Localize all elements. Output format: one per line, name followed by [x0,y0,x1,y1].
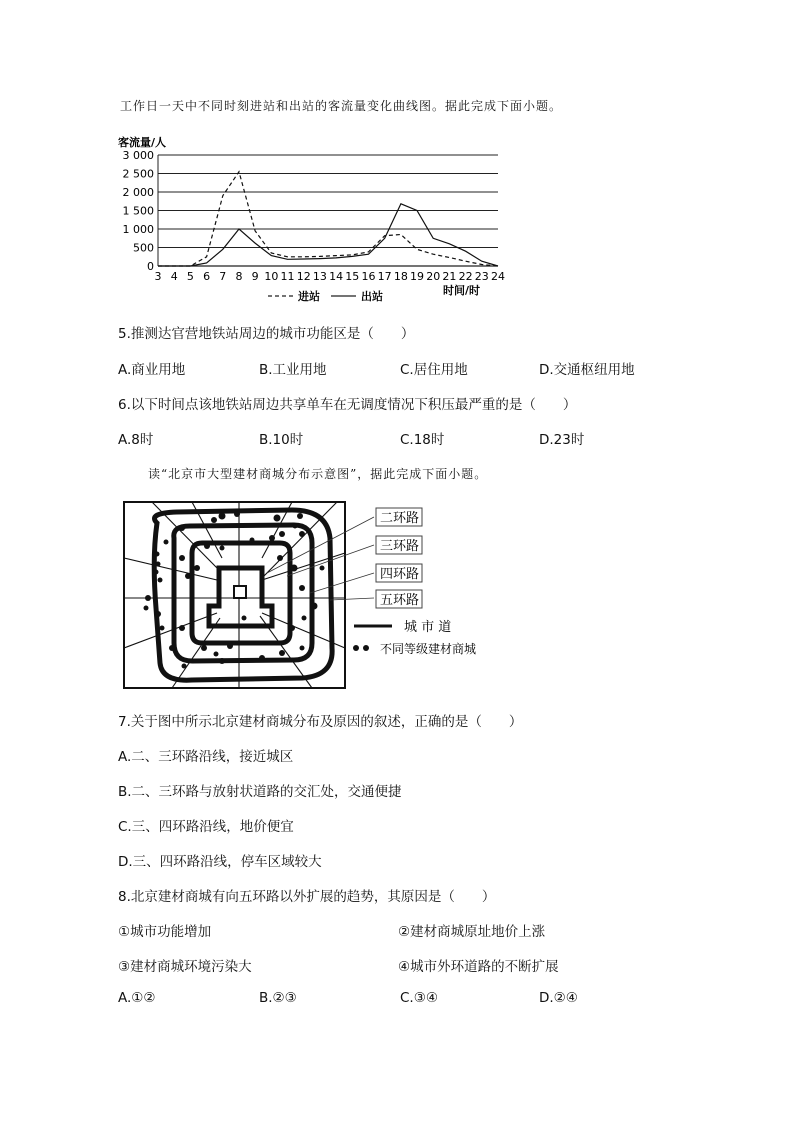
market-dot [250,538,255,543]
q5-option-d[interactable]: D.交通枢纽用地 [539,362,635,378]
x-tick-label: 4 [170,270,178,283]
market-dot [299,531,305,537]
market-dot [320,566,325,571]
y-tick-label: 500 [133,241,154,255]
market-dot [274,515,281,522]
q5-option-b[interactable]: B.工业用地 [259,362,327,378]
x-tick-label: 23 [474,270,489,283]
q6-option-b[interactable]: B.10时 [259,432,304,448]
market-dot [155,552,160,557]
city-center [234,586,246,598]
market-dot [169,645,175,651]
market-dot [156,562,161,567]
leader-lines [267,517,374,600]
market-dot [259,655,265,661]
market-dot [300,646,305,651]
market-dot [242,616,247,621]
q8-option-d[interactable]: D.②④ [539,990,578,1006]
market-dot [211,517,217,523]
intro-map-text: 读“北京市大型建材商城分布示意图”，据此完成下面小题。 [148,467,488,481]
x-tick-label: 17 [377,270,392,283]
x-tick-label: 19 [410,270,425,283]
q8-statement-3: ③建材商城环境污染大 [118,959,252,975]
q5-option-a[interactable]: A.商业用地 [118,362,186,378]
x-tick-label: 20 [426,270,441,283]
y-tick-label: 1 500 [122,204,154,218]
market-dot [160,626,165,631]
market-dot [144,606,149,611]
x-tick-label: 6 [203,270,211,283]
question-5: 5.推测达官营地铁站周边的城市功能区是（ ） [118,326,415,342]
market-dot [182,664,187,669]
x-tick-label: 5 [186,270,194,283]
y-tick-label: 2 000 [122,186,154,199]
y-tick-label: 2 500 [122,167,154,181]
market-dot [155,611,161,617]
passenger-flow-chart [118,134,510,304]
question-8: 8.北京建材商城有向五环路以外扩展的趋势，其原因是（ ） [118,889,496,905]
market-dot [220,546,225,551]
label-ring-4: 四环路 [380,567,420,582]
x-tick-label: 21 [442,270,457,283]
market-dot [311,603,318,610]
q6-option-a[interactable]: A.8时 [118,432,154,448]
q8-option-a[interactable]: A.①② [118,990,156,1006]
q8-statement-4: ④城市外环道路的不断扩展 [398,959,559,975]
legend-dot-large [363,645,369,651]
label-ring-2: 二环路 [380,511,420,526]
q8-statement-1: ①城市功能增加 [118,924,212,940]
market-dot [299,585,305,591]
market-dot [179,555,185,561]
market-dot [293,524,298,529]
chart-ylabel: 客流量/人 [118,136,167,149]
x-tick-label: 16 [361,270,376,283]
market-dot [291,565,298,572]
market-dot [179,625,185,631]
q7-option-d[interactable]: D.三、四环路沿线，停车区域较大 [118,854,322,870]
market-dot [302,616,307,621]
market-dot [219,658,225,664]
market-dot [234,511,240,517]
market-dot [154,570,159,575]
q6-option-c[interactable]: C.18时 [400,432,445,448]
market-dot [145,595,151,601]
chart-xlabel: 时间/时 [443,284,481,297]
q8-option-c[interactable]: C.③④ [400,990,438,1006]
market-dot [179,525,185,531]
beijing-building-materials-map [122,498,502,690]
market-dot [185,573,191,579]
market-dot [219,513,226,520]
q7-option-a[interactable]: A.二、三环路沿线，接近城区 [118,749,294,765]
market-dot [279,650,285,656]
y-tick-label: 3 000 [122,149,154,162]
q8-option-b[interactable]: B.②③ [259,990,297,1006]
x-tick-label: 14 [329,270,344,283]
q6-option-d[interactable]: D.23时 [539,432,585,448]
map-labels [376,508,422,608]
x-tick-label: 8 [235,270,243,283]
label-ring-5: 五环路 [380,593,420,608]
legend-road-label: 城 市 道 [404,620,452,635]
market-dot [297,513,303,519]
market-dot [194,565,200,571]
question-6: 6.以下时间点该地铁站周边共享单车在无调度情况下积压最严重的是（ ） [118,397,577,413]
series-line-in [158,172,498,266]
market-dot [204,543,210,549]
y-tick-label: 1 000 [122,223,154,236]
legend-dots-label: 不同等级建材商城 [380,642,477,656]
legend-dot-small [353,645,359,651]
market-dot [277,555,283,561]
x-tick-label: 11 [280,270,295,283]
x-tick-label: 18 [393,270,408,283]
market-dot [158,578,163,583]
market-dot [279,531,285,537]
map-legend [353,620,476,656]
market-dot [214,652,219,657]
x-tick-label: 22 [458,270,473,283]
market-dot [164,540,169,545]
y-tick-label: 0 [147,260,154,273]
market-dot [201,645,207,651]
x-tick-label: 10 [264,270,279,283]
x-tick-label: 7 [219,270,227,283]
market-dot [269,535,275,541]
market-dot [289,625,295,631]
legend-entry-out: 出站 [361,290,383,303]
q7-option-c[interactable]: C.三、四环路沿线，地价便宜 [118,819,294,835]
legend-entry-in: 进站 [298,290,320,303]
x-tick-label: 13 [312,270,327,283]
q8-statement-2: ②建材商城原址地价上涨 [398,924,546,940]
chart-legend [268,289,383,303]
intro-chart-text: 工作日一天中不同时刻进站和出站的客流量变化曲线图。据此完成下面小题。 [120,99,563,113]
x-tick-label: 9 [251,270,259,283]
x-tick-label: 12 [296,270,311,283]
x-tick-label: 3 [154,270,162,283]
market-dot [227,643,233,649]
q7-option-b[interactable]: B.二、三环路与放射状道路的交汇处，交通便捷 [118,784,402,800]
label-ring-3: 三环路 [380,539,420,554]
x-tick-label: 24 [491,270,505,283]
q5-option-c[interactable]: C.居住用地 [400,362,468,378]
question-7: 7.关于图中所示北京建材商城分布及原因的叙述，正确的是（ ） [118,714,523,730]
x-tick-label: 15 [345,270,360,283]
